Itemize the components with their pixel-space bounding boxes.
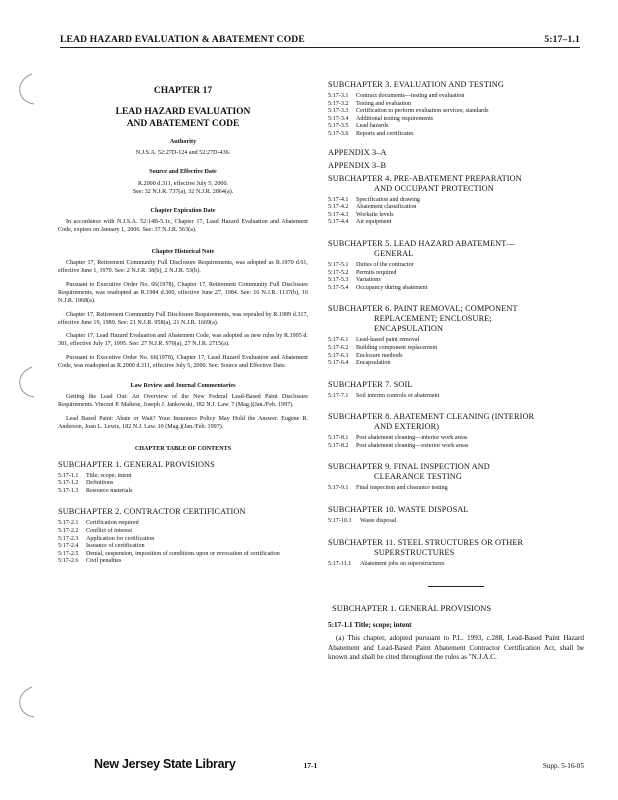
toc-item[interactable]: 5:17-2.5 Denial, suspension, imposition of conditions upon or revocation of certification — [58, 550, 280, 557]
subchapter-4-heading: SUBCHAPTER 4. PRE-ABATEMENT PREPARATION AND OCCUPANT PROTECTION — [328, 173, 522, 193]
toc-list — [328, 485, 584, 493]
running-header — [60, 35, 580, 48]
appendix-3a[interactable]: APPENDIX 3–A — [328, 147, 387, 157]
toc-item[interactable]: 5:17-11.1 Abatement jobs on superstructures — [328, 560, 445, 567]
subchapter-9-heading: SUBCHAPTER 9. FINAL INSPECTION AND CLEARANCE TESTING — [328, 462, 490, 482]
toc-list — [58, 473, 308, 496]
toc-item[interactable]: 5:17-4.1 Specification and drawing — [328, 196, 420, 203]
history-paragraph: Chapter 17, Retirement Community Full Disclosure Requirements, was adopted as R.1970 d.61, effective June 1, 1970. See: 2 N.J.R. 38(b), 2 N.J.R. 53(b). — [58, 260, 308, 274]
toc-item[interactable]: 5:17-5.2 Permits required — [328, 269, 397, 276]
subchapter-8-heading: SUBCHAPTER 8. ABATEMENT CLEANING (INTERIOR AND EXTERIOR) — [328, 412, 535, 432]
toc-list — [328, 197, 584, 227]
toc-item[interactable]: 5:17-6.1 Lead-based paint removal — [328, 337, 420, 344]
toc-item[interactable]: 5:17-3.6 Reports and certificates — [328, 130, 414, 137]
subchapter-11-heading: SUBCHAPTER 11. STEEL STRUCTURES OR OTHER SUPERSTRUCTURES — [328, 537, 524, 557]
toc-item[interactable]: 5:17-1.3 Resource materials — [58, 487, 133, 494]
toc-item[interactable]: 5:17-5.4 Occupancy during abatement — [328, 284, 428, 291]
toc-list — [328, 561, 584, 569]
history-heading: Chapter Historical Note — [151, 249, 215, 256]
right-column — [328, 80, 584, 662]
section-title: 5:17-1.1 Title; scope; intent — [328, 621, 412, 630]
punch-hole-mark — [14, 685, 36, 719]
toc-item[interactable]: 5:17-10.1 Waste disposal — [328, 518, 397, 525]
subchapter-10-heading: SUBCHAPTER 10. WASTE DISPOSAL — [328, 505, 469, 515]
toc-list — [328, 435, 584, 450]
source-heading: Source and Effective Date — [149, 169, 217, 176]
subchapter-3-heading: SUBCHAPTER 3. EVALUATION AND TESTING — [328, 80, 504, 89]
toc-item[interactable]: 5:17-2.3 Application for certification — [58, 535, 155, 542]
subchapter-2-heading: SUBCHAPTER 2. CONTRACTOR CERTIFICATION — [58, 507, 246, 517]
toc-item[interactable]: 5:17-2.1 Certification required — [58, 520, 139, 527]
page-footer — [60, 757, 584, 777]
body-subchapter-heading: SUBCHAPTER 1. GENERAL PROVISIONS — [332, 603, 492, 614]
library-stamp: New Jersey State Library — [94, 757, 236, 771]
authority-heading: Authority — [169, 138, 197, 145]
section-text: (a) This chapter, adopted pursuant to P.L. 1993, c.288, Lead-Based Paint Hazard Abatement and Lead-Based Paint Abatement Contractor Certification Act, shall be known and shall be cited throughout the rules as "N.J.A.C. — [328, 634, 584, 661]
law-review-entry: Getting the Lead Out: An Overview of the New Federal Lead-Based Paint Disclosure Requirements. Vincent P. Maltese, Joseph J. Jankowski, 182 N.J. Law. 7 (Mag.)(Jan./Feb. 1997). — [58, 394, 308, 408]
toc-heading: CHAPTER TABLE OF CONTENTS — [134, 445, 232, 452]
toc-item[interactable]: 5:17-2.4 Issuance of certification — [58, 543, 145, 550]
appendix-3b[interactable]: APPENDIX 3–B — [328, 160, 387, 170]
toc-item[interactable]: 5:17-8.2 Post abatement cleaning—exterior work areas — [328, 442, 469, 449]
toc-list — [328, 518, 584, 526]
punch-hole-mark — [14, 365, 36, 399]
toc-item[interactable]: 5:17-6.4 Encapsulation — [328, 360, 391, 367]
toc-item[interactable]: 5:17-1.1 Title; scope; intent — [58, 472, 132, 479]
expiration-text: In accordance with N.J.S.A. 52:14B-5.1c, Chapter 17, Lead Hazard Evaluation and Abatement Code, expires on January 1, 2006. See: 37 N.J.R. 563(a). — [58, 219, 308, 234]
chapter-title: LEAD HAZARD EVALUATION AND ABATEMENT CODE — [115, 107, 251, 129]
history-paragraph: Chapter 17, Retirement Community Full Disclosure Requirements, was repealed by R.1989 d.317, effective June 19, 1989. See: 21 N.J.R. 958(a), 21 N.J.R. 1669(a). — [58, 311, 308, 326]
toc-item[interactable]: 5:17-5.1 Duties of the contractor — [328, 261, 414, 268]
supplement-date: Supp. 5-16-05 — [542, 762, 584, 770]
toc-item[interactable]: 5:17-3.1 Contract documents—testing and evaluation — [328, 93, 465, 99]
section-divider — [428, 586, 484, 587]
toc-item[interactable]: 5:17-7.1 Soil interim controls or abatement — [328, 392, 440, 399]
expiration-heading: Chapter Expiration Date — [150, 208, 216, 215]
toc-item[interactable]: 5:17-2.6 Civil penalties — [58, 558, 122, 565]
subchapter-1-heading: SUBCHAPTER 1. GENERAL PROVISIONS — [58, 459, 215, 469]
left-column — [58, 84, 308, 566]
toc-item[interactable]: 5:17-3.3 Certification to perform evaluation services; standards — [328, 108, 489, 115]
law-review-entry: Lead Based Paint: Abate or Wait? Your Insurance Policy May Hold the Answer. Eugene R. Anderson, Joan L. Lewis, 182 N.J. Law. 10 (Mag.)(Jan./Feb. 1997). — [58, 415, 308, 430]
toc-list — [328, 93, 584, 139]
toc-list — [328, 262, 584, 292]
subchapter-5-heading: SUBCHAPTER 5. LEAD HAZARD ABATEMENT— GENERAL — [328, 238, 515, 258]
history-paragraph: Pursuant to Executive Order No. 66(1978), Chapter 17, Lead Hazard Evaluation and Abatement Code, was readopted as R.2000 d.311, effective July 5, 2000. See: Source and Effective Date. — [58, 355, 308, 370]
subchapter-7-heading: SUBCHAPTER 7. SOIL — [328, 379, 413, 389]
toc-list — [328, 337, 584, 367]
toc-item[interactable]: 5:17-3.5 Lead hazards — [328, 123, 389, 130]
toc-item[interactable]: 5:17-1.2 Definitions — [58, 480, 114, 487]
toc-item[interactable]: 5:17-2.2 Conflict of interest — [58, 528, 133, 535]
source-line: See: 32 N.J.R. 737(a), 32 N.J.R. 2864(a). — [132, 189, 234, 196]
toc-list — [58, 520, 308, 566]
toc-item[interactable]: 5:17-4.4 Air equipment — [328, 219, 392, 226]
law-review-heading: Law Review and Journal Commentaries — [130, 383, 236, 390]
toc-item[interactable]: 5:17-6.2 Building component replacement — [328, 344, 438, 351]
toc-item[interactable]: 5:17-6.3 Enclosure methods — [328, 352, 403, 359]
toc-item[interactable]: 5:17-9.1 Final inspection and clearance testing — [328, 485, 448, 492]
authority-text: N.J.S.A. 52:27D-124 and 52:27D-436. — [135, 150, 231, 156]
toc-item[interactable]: 5:17-5.3 Variations — [328, 277, 381, 284]
toc-item[interactable]: 5:17-3.4 Additional testing requirements — [328, 115, 434, 122]
toc-item[interactable]: 5:17-8.1 Post abatement cleaning—interior work areas — [328, 435, 468, 442]
toc-item[interactable]: 5:17-4.2 Abatement classification — [328, 204, 417, 211]
history-paragraph: Chapter 17, Lead Hazard Evaluation and Abatement Code, was adopted as new rules by R.1995 d. 381, effective July 17, 1995. See: 27 N.J.R. 970(a), 27 N.J.R. 2715(a). — [58, 333, 308, 348]
history-paragraph: Pursuant to Executive Order No. 66(1978), Chapter 17, Retirement Community Full Disclosure Requirements, was readopted as R.1984 d.300, effective June 27, 1984. See: 16 N.J.R. 1137(b), 16 N.J.R. 1968(a). — [58, 281, 308, 304]
toc-list — [328, 393, 584, 401]
header-page-ref: 5:17–1.1 — [544, 35, 580, 45]
punch-hole-mark — [14, 72, 36, 106]
toc-item[interactable]: 5:17-3.2 Testing and evaluation — [328, 100, 412, 107]
toc-item[interactable]: 5:17-4.3 Worksite levels — [328, 211, 394, 218]
header-title: LEAD HAZARD EVALUATION & ABATEMENT CODE — [60, 35, 305, 45]
chapter-number: CHAPTER 17 — [153, 86, 213, 96]
page-number: 17-1 — [303, 761, 318, 770]
source-line: R.2000 d.311, effective July 5, 2000. — [137, 181, 229, 188]
subchapter-6-heading: SUBCHAPTER 6. PAINT REMOVAL; COMPONENT REPLACEMENT; ENCLOSURE; ENCAPSULATION — [328, 304, 518, 334]
